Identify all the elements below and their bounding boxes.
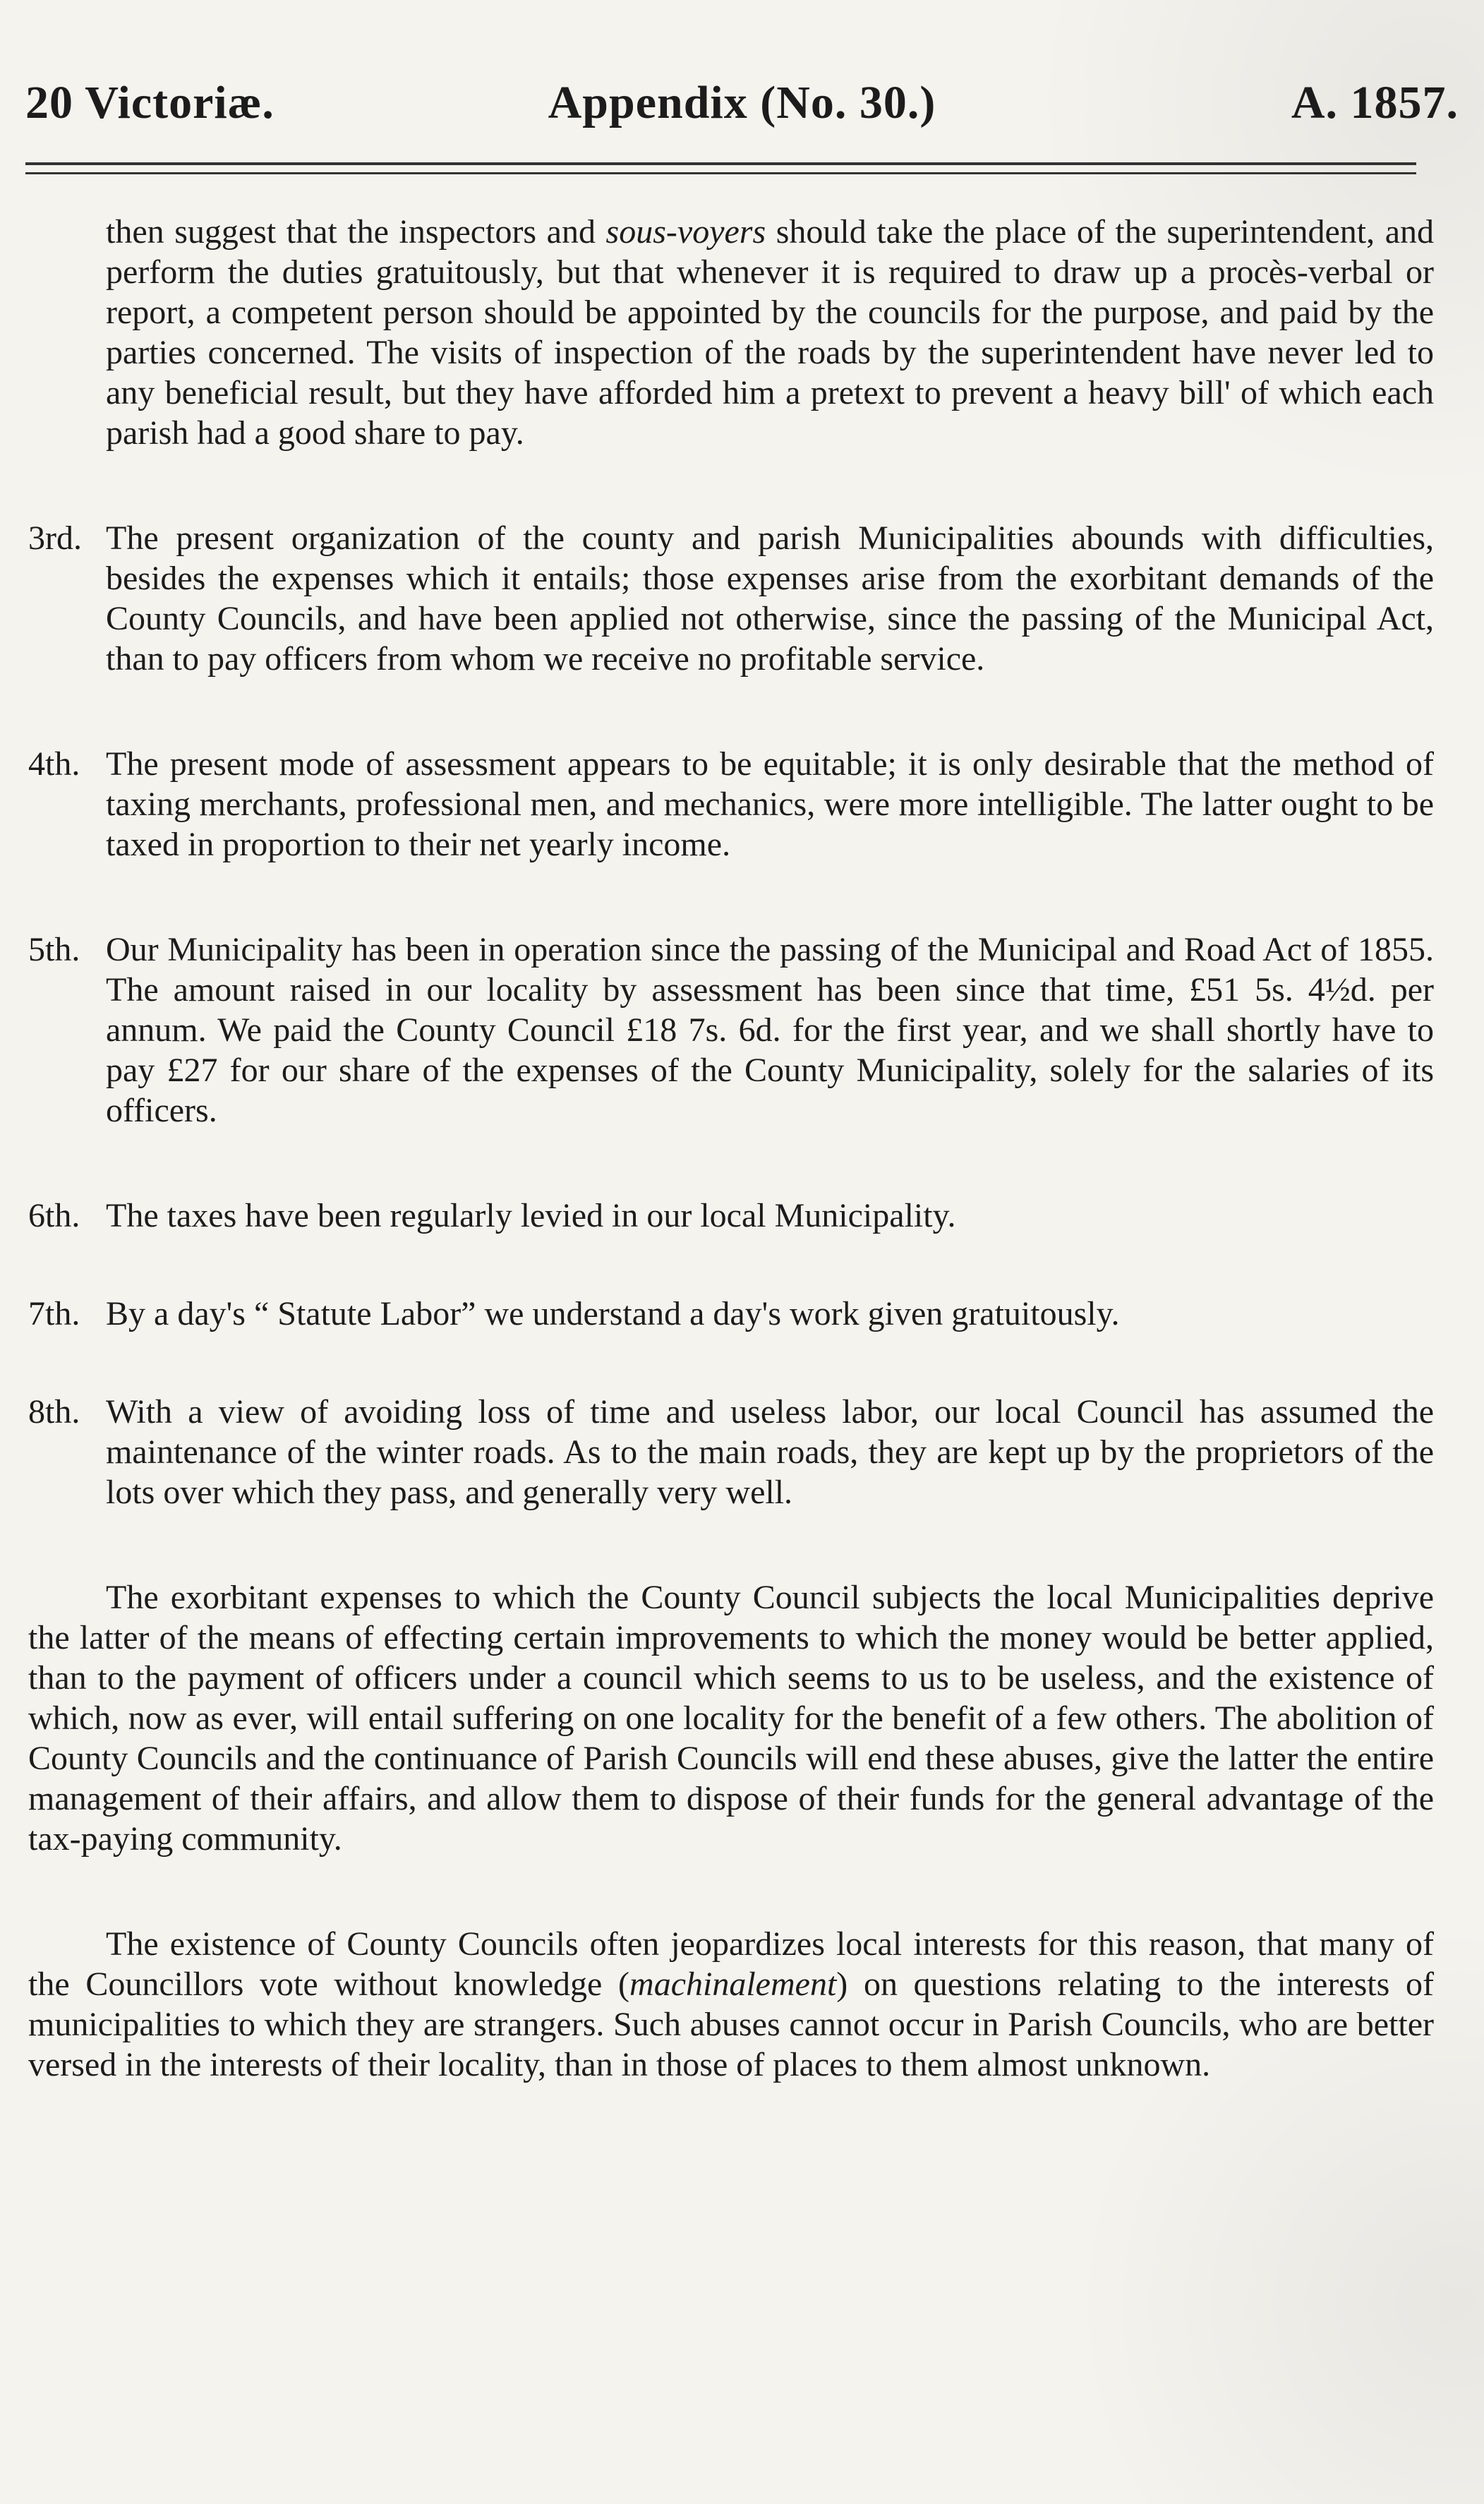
item-number: 7th.	[28, 1295, 80, 1332]
item-text: The taxes have been regularly levied in our local Municipality.	[106, 1197, 956, 1234]
item-number: 6th.	[28, 1197, 80, 1234]
numbered-item-4th	[28, 744, 1434, 865]
continuation-paragraph	[28, 212, 1434, 453]
header-appendix: Appendix (No. 30.)	[548, 77, 936, 128]
paragraph2-before: The existence of County Councils often jeopardizes local interests for this reason, that many of the Councillors vote without knowledge (	[28, 1925, 1434, 2003]
numbered-item-8th	[28, 1392, 1434, 1512]
item-number: 8th.	[28, 1393, 80, 1431]
paragraph2-italic: machinalement	[629, 1966, 837, 2003]
continuation-before: then suggest that the inspectors and	[106, 213, 606, 251]
numbered-item-3rd	[28, 518, 1434, 679]
item-text: With a view of avoiding loss of time and useless labor, our local Council has assumed the maintenance of the winter roads. As to the main roads, they are kept up by the proprietors of the lots over which they pass, and generally very well.	[106, 1393, 1434, 1511]
item-number: 4th.	[28, 745, 80, 783]
continuation-italic: sous-voyers	[605, 213, 766, 251]
numbered-item-5th	[28, 929, 1434, 1131]
header-session: 20 Victoriæ.	[25, 77, 275, 128]
body-text	[28, 212, 1434, 2150]
closing-paragraph-2	[28, 1924, 1434, 2085]
item-text: Our Municipality has been in operation since the passing of the Municipal and Road Act of 1855. The amount raised in our locality by assessment has been since that time, £51 5s. 4½d. per annum. We paid the County Council £18 7s. 6d. for the first year, and we shall shortly have to pay £27 for our share of the expenses of the County Municipality, solely for the salaries of its officers.	[106, 931, 1434, 1129]
paragraph2-after: ) on questions relating to the interests of municipalities to which they are strangers. Such abuses cannot occur in Parish Councils, who are better versed in the interests of their locality, than in those of places to them almost unknown.	[28, 1966, 1435, 2083]
item-text: The present organization of the county and parish Municipalities abounds with difficulties, besides the expenses which it entails; those expenses arise from the exorbitant demands of the County Councils, and have been applied not otherwise, since the passing of the Municipal Act, than to pay officers from whom we receive no profitable service.	[106, 519, 1434, 678]
header-rule-top	[25, 162, 1416, 165]
header-rule-bottom	[25, 172, 1416, 174]
item-text: The present mode of assessment appears to be equitable; it is only desirable that the method of taxing merchants, professional men, and mechanics, were more intelligible. The latter ought to be taxed in proportion to their net yearly income.	[106, 745, 1434, 863]
item-text: By a day's “ Statute Labor” we understand a day's work given gratuitously.	[106, 1295, 1120, 1332]
header-year: A. 1857.	[1291, 77, 1459, 128]
item-number: 5th.	[28, 931, 80, 968]
continuation-after: should take the place of the superintendent, and perform the duties gratuitously, but that whenever it is required to draw up a procès-verbal or report, a competent person should be appointed by the councils for the purpose, and paid by the parties concerned. The visits of inspection of the roads by the superintendent have never led to any beneficial result, but they have afforded him a pretext to prevent a heavy bill' of which each parish had a good share to pay.	[106, 213, 1435, 452]
page-header	[25, 76, 1459, 133]
closing-paragraph-1: The exorbitant expenses to which the County Council subjects the local Municipalities deprive the latter of the means of effecting certain improvements to which the money would be better applied, than to the payment of officers under a council which seems to us to be useless, and the existence of which, now as ever, will entail suffering on one locality for the benefit of a few others. The abolition of County Councils and the continuance of Parish Councils will end these abuses, give the latter the entire management of their affairs, and allow them to dispose of their funds for the general advantage of the tax-paying community.	[28, 1579, 1434, 1858]
item-number: 3rd.	[28, 519, 82, 557]
numbered-item-6th	[28, 1196, 1434, 1236]
numbered-item-7th	[28, 1294, 1434, 1334]
